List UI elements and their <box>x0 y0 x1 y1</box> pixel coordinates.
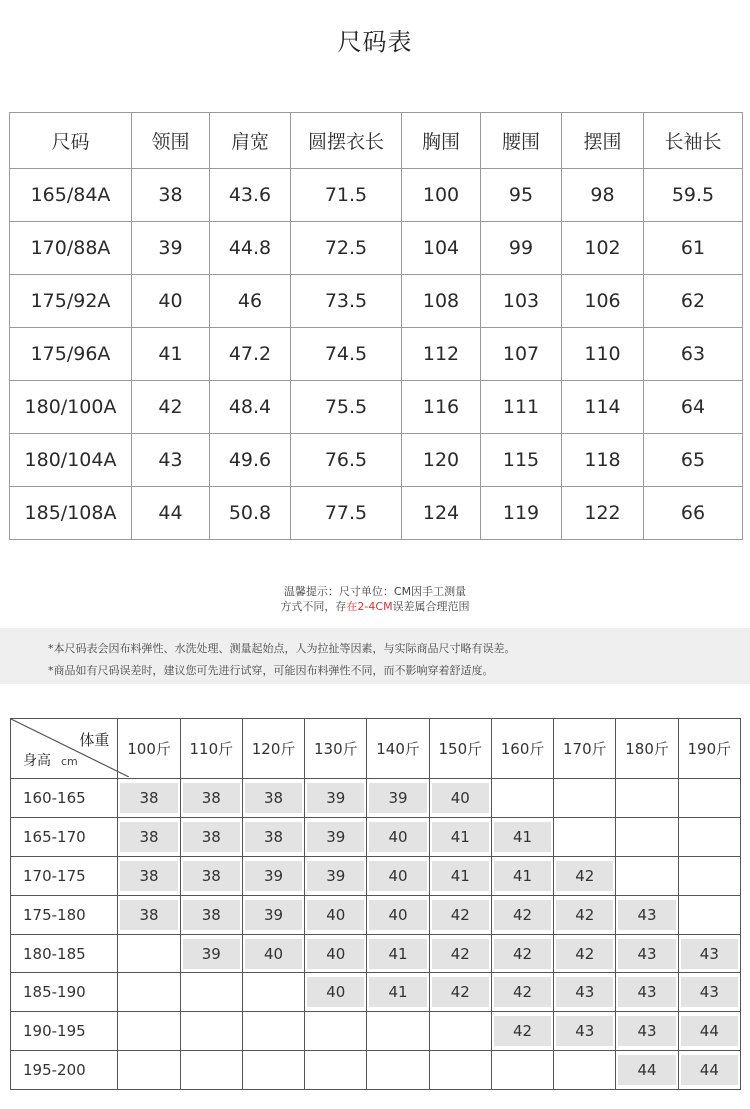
size-value: 40 <box>432 783 489 813</box>
size-recommendation-cell <box>554 934 616 973</box>
size-table-cell: 48.4 <box>210 381 291 434</box>
size-value: 42 <box>432 939 489 969</box>
size-recommendation-cell <box>305 973 367 1012</box>
tip-line-2-after: 误差属合理范围 <box>392 600 470 613</box>
weight-header-cell: 100斤 <box>118 719 180 779</box>
size-recommendation-cell <box>367 895 429 934</box>
size-table-header-cell: 肩宽 <box>210 113 291 169</box>
size-recommendation-cell <box>118 856 180 895</box>
size-recommendation-cell <box>242 1012 304 1051</box>
size-value: 43 <box>618 900 675 930</box>
notice-line-2: *商品如有尺码误差时，建议您可先进行试穿，可能因布料弹性不同，而不影响穿着舒适度。 <box>48 664 494 677</box>
size-table-row <box>10 222 743 275</box>
size-table-cell: 175/92A <box>10 275 132 328</box>
size-recommendation-cell <box>491 973 553 1012</box>
hw-table-header-row <box>11 719 741 779</box>
size-value: 42 <box>494 1016 551 1046</box>
size-recommendation-cell <box>367 934 429 973</box>
size-table-cell: 110 <box>562 328 644 381</box>
size-value: 38 <box>120 783 177 813</box>
size-recommendation-cell <box>367 973 429 1012</box>
size-recommendation-cell <box>118 934 180 973</box>
size-recommendation-cell <box>616 1012 678 1051</box>
size-recommendation-cell <box>118 973 180 1012</box>
hw-corner-cell <box>11 719 118 779</box>
size-value: 43 <box>618 1016 675 1046</box>
size-value: 38 <box>183 783 240 813</box>
size-recommendation-cell <box>180 934 242 973</box>
size-recommendation-cell <box>554 973 616 1012</box>
height-range-cell: 170-175 <box>11 856 118 895</box>
notice-line-1: *本尺码表会因布料弹性、水洗处理、测量起始点，人为拉扯等因素，与实际商品尺寸略有误差。 <box>48 642 516 655</box>
weight-header-cell: 170斤 <box>554 719 616 779</box>
size-recommendation-cell <box>429 934 491 973</box>
size-value: 41 <box>369 939 426 969</box>
size-recommendation-cell <box>678 973 740 1012</box>
weight-header-cell: 130斤 <box>305 719 367 779</box>
size-table-header-cell: 摆围 <box>562 113 644 169</box>
size-value: 38 <box>120 822 177 852</box>
size-recommendation-cell <box>429 779 491 818</box>
size-recommendation-cell <box>678 934 740 973</box>
size-recommendation-cell <box>429 973 491 1012</box>
height-range-cell: 190-195 <box>11 1012 118 1051</box>
size-value: 43 <box>556 1016 613 1046</box>
size-recommendation-cell <box>678 1012 740 1051</box>
size-value: 38 <box>245 783 302 813</box>
size-value: 43 <box>556 977 613 1007</box>
size-table-cell: 112 <box>402 328 481 381</box>
size-table-cell: 180/104A <box>10 434 132 487</box>
size-recommendation-cell <box>678 779 740 818</box>
size-recommendation-cell <box>429 856 491 895</box>
size-table-cell: 170/88A <box>10 222 132 275</box>
size-recommendation-cell <box>367 818 429 857</box>
height-range-cell: 180-185 <box>11 934 118 973</box>
size-table-cell: 108 <box>402 275 481 328</box>
size-table-cell: 61 <box>644 222 743 275</box>
size-table-row <box>10 169 743 222</box>
size-recommendation-cell <box>491 779 553 818</box>
size-recommendation-cell <box>367 1051 429 1090</box>
size-value: 39 <box>369 783 426 813</box>
size-table-cell: 47.2 <box>210 328 291 381</box>
size-recommendation-cell <box>242 779 304 818</box>
size-recommendation-cell <box>242 895 304 934</box>
size-table-cell: 103 <box>481 275 562 328</box>
size-recommendation-cell <box>305 1012 367 1051</box>
weight-header-cell: 160斤 <box>491 719 553 779</box>
size-table-cell: 40 <box>132 275 210 328</box>
size-recommendation-cell <box>180 818 242 857</box>
size-table-cell: 77.5 <box>291 487 402 540</box>
size-recommendation-cell <box>491 1012 553 1051</box>
size-value: 44 <box>681 1016 738 1046</box>
height-range-cell: 165-170 <box>11 818 118 857</box>
size-value: 41 <box>369 977 426 1007</box>
weight-header-cell: 110斤 <box>180 719 242 779</box>
size-recommendation-cell <box>305 818 367 857</box>
size-recommendation-cell <box>242 856 304 895</box>
size-value: 41 <box>494 861 551 891</box>
weight-header-cell: 120斤 <box>242 719 304 779</box>
size-value: 38 <box>245 822 302 852</box>
size-value: 39 <box>307 783 364 813</box>
size-recommendation-cell <box>180 856 242 895</box>
size-table-cell: 75.5 <box>291 381 402 434</box>
size-table-cell: 63 <box>644 328 743 381</box>
weight-header-cell: 150斤 <box>429 719 491 779</box>
size-recommendation-cell <box>242 934 304 973</box>
size-table-header-cell: 胸围 <box>402 113 481 169</box>
size-value: 39 <box>245 861 302 891</box>
size-recommendation-cell <box>491 1051 553 1090</box>
size-value: 42 <box>494 900 551 930</box>
size-value: 43 <box>681 977 738 1007</box>
size-table-row <box>10 487 743 540</box>
size-table-header-cell: 腰围 <box>481 113 562 169</box>
size-table-cell: 64 <box>644 381 743 434</box>
size-table-cell: 100 <box>402 169 481 222</box>
size-value: 38 <box>183 861 240 891</box>
size-recommendation-cell <box>616 779 678 818</box>
size-recommendation-cell <box>305 856 367 895</box>
height-weight-table <box>10 718 741 1090</box>
size-recommendation-cell <box>367 1012 429 1051</box>
size-recommendation-cell <box>180 779 242 818</box>
size-table-cell: 114 <box>562 381 644 434</box>
size-recommendation-cell <box>180 895 242 934</box>
size-value: 43 <box>618 939 675 969</box>
size-value: 44 <box>618 1055 675 1085</box>
hw-table-row <box>11 818 741 857</box>
size-recommendation-cell <box>367 779 429 818</box>
size-table-cell: 120 <box>402 434 481 487</box>
size-table-header-cell: 长袖长 <box>644 113 743 169</box>
height-range-cell: 185-190 <box>11 973 118 1012</box>
size-table-row <box>10 434 743 487</box>
size-table-cell: 46 <box>210 275 291 328</box>
size-table-cell: 102 <box>562 222 644 275</box>
size-table-cell: 165/84A <box>10 169 132 222</box>
size-value: 42 <box>432 977 489 1007</box>
size-recommendation-cell <box>616 856 678 895</box>
size-recommendation-cell <box>678 1051 740 1090</box>
size-value: 40 <box>369 822 426 852</box>
height-axis-label <box>23 750 78 770</box>
size-table-cell: 44 <box>132 487 210 540</box>
size-table-cell: 115 <box>481 434 562 487</box>
size-value: 41 <box>432 822 489 852</box>
size-value: 42 <box>556 861 613 891</box>
size-table-cell: 65 <box>644 434 743 487</box>
size-value: 43 <box>618 977 675 1007</box>
size-value: 44 <box>681 1055 738 1085</box>
size-table-cell: 72.5 <box>291 222 402 275</box>
size-recommendation-cell <box>554 779 616 818</box>
tip-line-2-before: 方式不同，存 <box>280 600 347 613</box>
size-recommendation-cell <box>616 973 678 1012</box>
size-recommendation-cell <box>554 818 616 857</box>
size-table-header-cell: 圆摆衣长 <box>291 113 402 169</box>
size-recommendation-cell <box>118 818 180 857</box>
size-recommendation-cell <box>678 895 740 934</box>
height-range-cell: 195-200 <box>11 1051 118 1090</box>
size-value: 42 <box>556 900 613 930</box>
size-table-cell: 71.5 <box>291 169 402 222</box>
size-table-cell: 104 <box>402 222 481 275</box>
weight-axis-label: 体重 <box>79 731 110 749</box>
size-recommendation-cell <box>616 1051 678 1090</box>
size-table-cell: 119 <box>481 487 562 540</box>
size-table-cell: 111 <box>481 381 562 434</box>
size-table-cell: 118 <box>562 434 644 487</box>
size-recommendation-cell <box>491 856 553 895</box>
size-table-cell: 39 <box>132 222 210 275</box>
hw-table-row <box>11 1051 741 1090</box>
size-table-cell: 74.5 <box>291 328 402 381</box>
size-recommendation-cell <box>305 779 367 818</box>
size-value: 39 <box>307 822 364 852</box>
notice-banner <box>0 628 750 684</box>
size-value: 41 <box>432 861 489 891</box>
size-recommendation-cell <box>242 973 304 1012</box>
size-table-cell: 122 <box>562 487 644 540</box>
size-table-cell: 175/96A <box>10 328 132 381</box>
hw-table-row <box>11 856 741 895</box>
size-value: 40 <box>307 977 364 1007</box>
size-table-cell: 49.6 <box>210 434 291 487</box>
size-table-cell: 116 <box>402 381 481 434</box>
weight-header-cell: 190斤 <box>678 719 740 779</box>
size-value: 38 <box>120 861 177 891</box>
size-recommendation-cell <box>118 1012 180 1051</box>
weight-header-cell: 140斤 <box>367 719 429 779</box>
size-table-cell: 98 <box>562 169 644 222</box>
size-recommendation-cell <box>242 818 304 857</box>
size-recommendation-cell <box>118 895 180 934</box>
height-range-cell: 160-165 <box>11 779 118 818</box>
size-recommendation-cell <box>429 1051 491 1090</box>
height-range-cell: 175-180 <box>11 895 118 934</box>
size-value: 40 <box>245 939 302 969</box>
hw-table-row <box>11 1012 741 1051</box>
size-recommendation-cell <box>180 1051 242 1090</box>
size-recommendation-cell <box>554 856 616 895</box>
size-table-cell: 99 <box>481 222 562 275</box>
size-value: 39 <box>183 939 240 969</box>
size-table-cell: 41 <box>132 328 210 381</box>
size-table-cell: 73.5 <box>291 275 402 328</box>
size-table-header-cell: 尺码 <box>10 113 132 169</box>
size-recommendation-cell <box>554 895 616 934</box>
hw-table-row <box>11 973 741 1012</box>
size-value: 39 <box>245 900 302 930</box>
height-label-text: 身高 <box>23 753 51 770</box>
size-table-row <box>10 328 743 381</box>
size-table-header-row <box>10 113 743 169</box>
size-value: 38 <box>120 900 177 930</box>
size-table-cell: 76.5 <box>291 434 402 487</box>
size-recommendation-cell <box>118 779 180 818</box>
size-recommendation-cell <box>678 856 740 895</box>
size-table-cell: 95 <box>481 169 562 222</box>
unit-label: cm <box>61 755 78 769</box>
size-value: 38 <box>183 822 240 852</box>
size-value: 41 <box>494 822 551 852</box>
size-table-cell: 107 <box>481 328 562 381</box>
size-table-cell: 185/108A <box>10 487 132 540</box>
size-value: 40 <box>307 900 364 930</box>
size-value: 38 <box>183 900 240 930</box>
size-table-cell: 38 <box>132 169 210 222</box>
size-recommendation-cell <box>180 1012 242 1051</box>
size-recommendation-cell <box>429 818 491 857</box>
tip-line-2 <box>0 598 750 614</box>
hw-table-row <box>11 779 741 818</box>
size-table-header-cell: 领围 <box>132 113 210 169</box>
size-recommendation-cell <box>678 818 740 857</box>
size-value: 43 <box>681 939 738 969</box>
size-table-cell: 43 <box>132 434 210 487</box>
size-recommendation-cell <box>616 934 678 973</box>
size-table-cell: 106 <box>562 275 644 328</box>
page-title: 尺码表 <box>337 28 413 56</box>
size-value: 42 <box>494 977 551 1007</box>
size-table-cell: 180/100A <box>10 381 132 434</box>
size-recommendation-cell <box>491 818 553 857</box>
size-recommendation-cell <box>180 973 242 1012</box>
size-value: 39 <box>307 861 364 891</box>
size-table-cell: 66 <box>644 487 743 540</box>
size-recommendation-cell <box>242 1051 304 1090</box>
tip-line-1: 温馨提示：尺寸单位：CM因手工测量 <box>283 585 467 598</box>
weight-header-cell: 180斤 <box>616 719 678 779</box>
size-value: 40 <box>307 939 364 969</box>
size-recommendation-cell <box>554 1012 616 1051</box>
size-table-row <box>10 275 743 328</box>
size-table-cell: 44.8 <box>210 222 291 275</box>
size-table-cell: 42 <box>132 381 210 434</box>
size-value: 40 <box>369 900 426 930</box>
size-table-cell: 62 <box>644 275 743 328</box>
hw-table-row <box>11 895 741 934</box>
size-recommendation-cell <box>554 1051 616 1090</box>
size-table-cell: 59.5 <box>644 169 743 222</box>
size-recommendation-cell <box>491 895 553 934</box>
size-recommendation-cell <box>429 1012 491 1051</box>
size-value: 42 <box>432 900 489 930</box>
size-recommendation-cell <box>491 934 553 973</box>
size-recommendation-cell <box>616 895 678 934</box>
tip-line-2-highlight: 在2-4CM <box>346 600 393 613</box>
size-recommendation-cell <box>367 856 429 895</box>
size-recommendation-cell <box>616 818 678 857</box>
size-table-row <box>10 381 743 434</box>
hw-table-row <box>11 934 741 973</box>
size-recommendation-cell <box>305 934 367 973</box>
size-recommendation-cell <box>118 1051 180 1090</box>
size-recommendation-cell <box>429 895 491 934</box>
size-table-cell: 50.8 <box>210 487 291 540</box>
size-recommendation-cell <box>305 1051 367 1090</box>
size-value: 42 <box>556 939 613 969</box>
size-value: 40 <box>369 861 426 891</box>
size-recommendation-cell <box>305 895 367 934</box>
size-value: 42 <box>494 939 551 969</box>
size-table-cell: 43.6 <box>210 169 291 222</box>
size-chart-table <box>9 112 743 540</box>
size-table-cell: 124 <box>402 487 481 540</box>
